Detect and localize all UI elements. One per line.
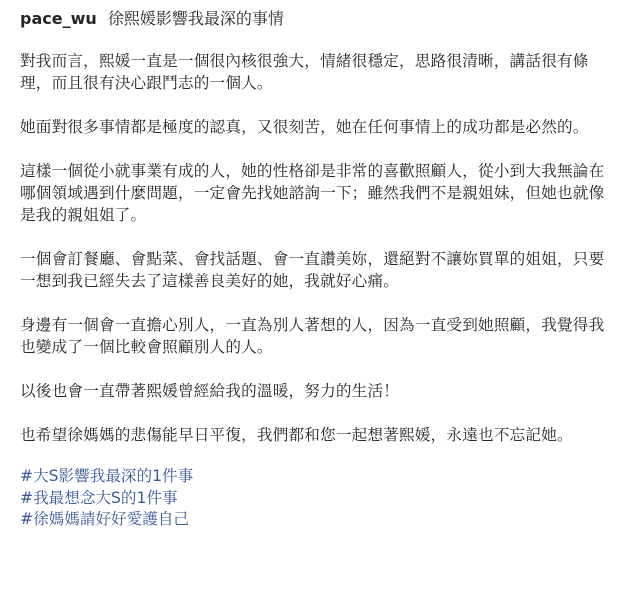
hashtag-list (20, 466, 605, 531)
caption-paragraph-5: 身邊有一個會一直擔心別人，一直為別人著想的人，因為一直受到她照顧，我覺得我也變成了一個比較會照顧別人的人。 (20, 316, 605, 356)
caption-paragraph-6: 以後也會一直帶著熙媛曾經給我的溫暖，努力的生活！ (20, 382, 400, 400)
hashtag-link[interactable]: #大S影響我最深的1件事 (20, 467, 194, 485)
caption-paragraph-1: 對我而言，熙媛一直是一個很內核很強大，情緒很穩定，思路很清晰，講話很有條理，而且很有決心跟鬥志的一個人。 (20, 52, 589, 92)
hashtag-link[interactable]: #我最想念大S的1件事 (20, 488, 178, 507)
post-title: 徐熙媛影響我最深的事情 (107, 9, 284, 28)
caption-paragraph-4: 一個會訂餐廳、會點菜、會找話題、會一直讚美妳，還絕對不讓妳買單的姐姐，只要一想到我已經失去了這樣善良美好的她，我就好心痛。 (20, 250, 605, 290)
caption-paragraph-7: 也希望徐媽媽的悲傷能早日平復，我們都和您一起想著熙媛，永遠也不忘記她。 (20, 426, 573, 444)
caption-paragraph-2: 她面對很多事情都是極度的認真，又很刻苦，她在任何事情上的成功都是必然的。 (20, 118, 589, 136)
username-link[interactable]: pace_wu (20, 9, 97, 28)
caption-header (20, 8, 605, 30)
caption-paragraph-3: 這樣一個從小就事業有成的人，她的性格卻是非常的喜歡照顧人，從小到大我無論在哪個領域遇到什麼問題，一定會先找她諮詢一下；雖然我們不是親姐妹，但她也就像是我的親姐姐了。 (20, 162, 605, 224)
hashtag-link[interactable]: #徐媽媽請好好愛護自己 (20, 510, 190, 528)
